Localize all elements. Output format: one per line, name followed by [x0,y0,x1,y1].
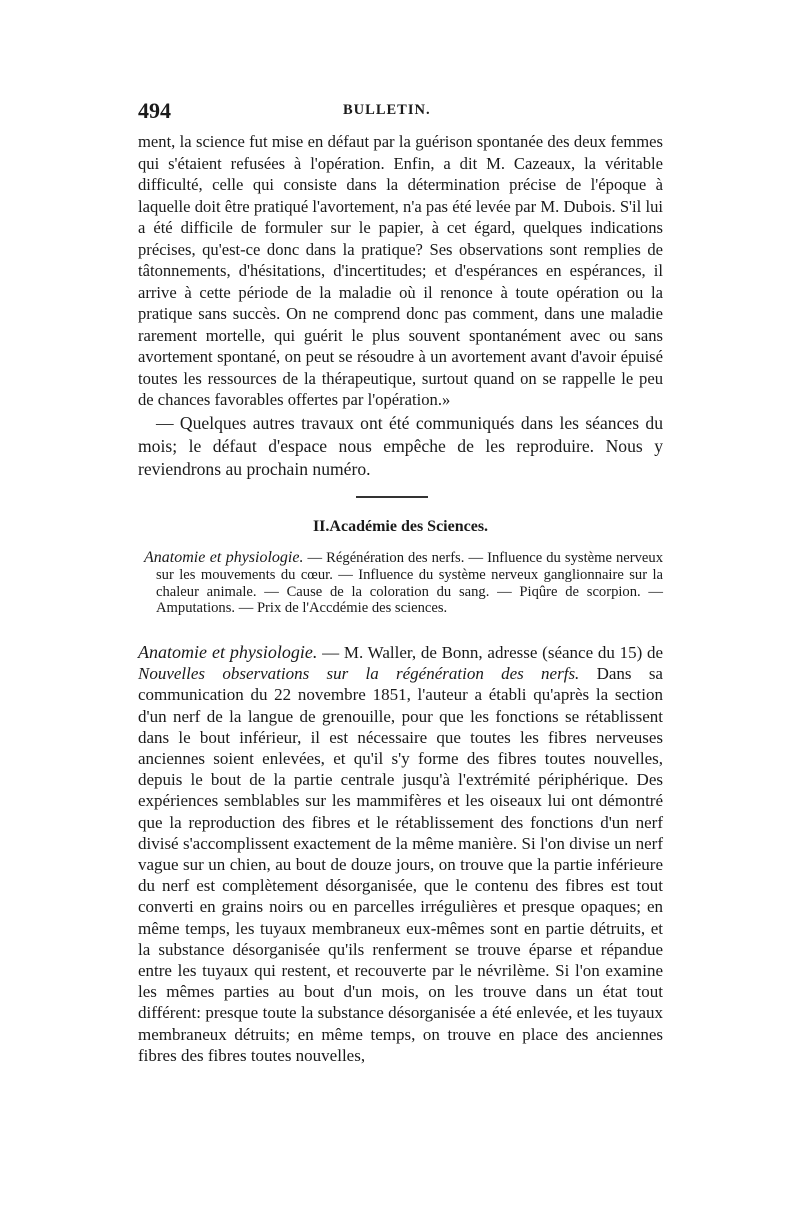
page-number: 494 [138,98,171,123]
summary-text: — Régénération des nerfs. — Influence du système nerveux sur les mouvements du cœur. — Influence du système nerveux ganglionnaire sur la chaleur animale. — Cause de la coloration du sang. — Piqûre de scorpion. — Amputations. — Prix de l'Accdémie des sciences. [156,550,663,617]
section-summary [138,550,663,617]
body-lead: Anatomie et physiologie. [138,642,318,662]
paragraph-note [138,412,663,481]
article-body [138,642,663,1066]
section-title: II.Académie des Sciences. [312,518,489,535]
section-divider [356,496,428,498]
work-title: Nouvelles observations sur la régénération des nerfs. [138,664,580,684]
paragraph-continuation [138,131,663,411]
page-header [138,98,663,124]
body-text-2: Dans sa communication du 22 novembre 1851, l'auteur a établi qu'après la section d'un nerf de la langue de grenouille, pour que les fonctions se rétablissent dans le bout inférieur, il est nécessaire que toutes les fibres nerveuses anciennes soient enlevées, et qu'il s'y forme des fibres toutes nouvelles, depuis le bout de la partie centrale jusqu'à l'extrémité périphérique. Des expériences semblables sur les mammifères et les oiseaux lui ont démontré que la reproduction des fibres et le rétablissement des fonctions d'un nerf divisé s'accomplissent exactement de la même manière. Si l'on divise un nerf vague sur un chien, au bout de douze jours, on trouve que la partie inférieure du nerf est complètement désorganisée, que le contenu des fibres est tout converti en grains noirs ou en parcelles irrégulières et presque opaques; en même temps, les tuyaux membraneux eux-mêmes sont en partie détruits, et la substance désorganisée qu'ils renferment se trouve éparse et répandue entre les tuyaux qui restent, et recouverte par le névrilème. Si l'on examine les mêmes parties au bout d'un mois, on les trouve dans un état tout différent: presque toute la substance désorganisée a été enlevée, et les tuyaux membraneux détruits; en même temps, on trouve en place des anciennes fibres des fibres toutes nouvelles, [138,664,663,1065]
paragraph-text: — Quelques autres travaux ont été communiqués dans les séances du mois; le défaut d'espace nous empêche de les reproduire. Nous y reviendrons au prochain numéro. [138,413,663,479]
paragraph-text: ment, la science fut mise en défaut par la guérison spontanée des deux femmes qui s'étaient refusées à l'opération. Enfin, a dit M. Cazeaux, la véritable difficulté, celle qui consiste dans la détermination précise de l'époque à laquelle doit être pratiqué l'avortement, n'a pas été levée par M. Dubois. S'il lui a été difficile de formuler sur le papier, à cet égard, quelques indications précises, qu'est-ce donc dans la pratique? Ses observations sont remplies de tâtonnements, d'hésitations, d'incertitudes; et d'espérances en espérances, il arrive à cette période de la maladie où il renonce à toute opération ou la pratique sans succès. On ne comprend donc pas comment, dans une maladie rarement mortelle, qui guérit le plus souvent spontanément avec ou sans avortement spontané, on peut se résoudre à un avortement avant d'avoir épuisé toutes les ressources de la thérapeutique, surtout quand on se rappelle le peu de chances favorables offertes par l'opération.» [138,132,663,409]
running-head: BULLETIN. [343,102,431,118]
summary-lead: Anatomie et physiologie. [144,549,304,566]
body-text-1: — M. Waller, de Bonn, adresse (séance du 15) de [317,643,663,662]
